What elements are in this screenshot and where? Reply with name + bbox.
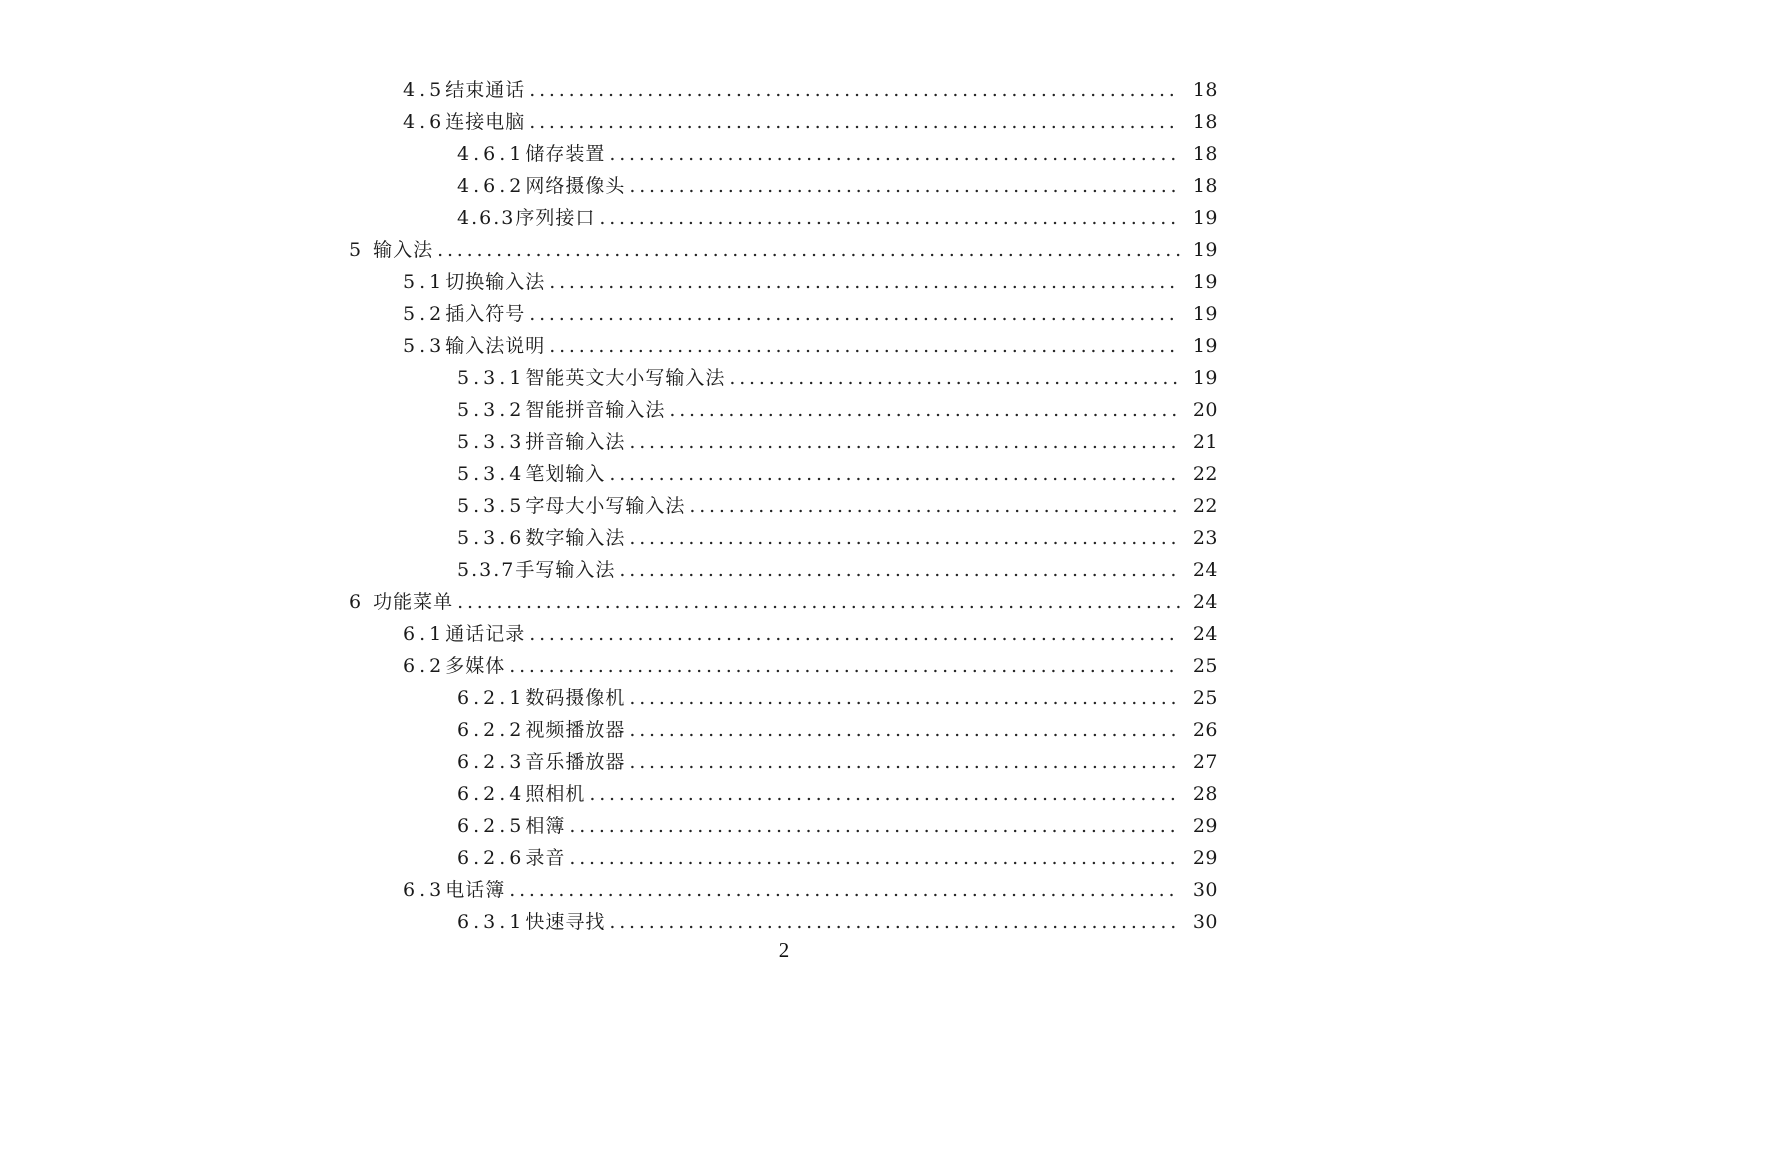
toc-entry-5-2[interactable] [0,298,1568,330]
toc-entry-number: 5 [349,239,366,261]
toc-dot-leader [569,842,1180,874]
toc-entry-6-2-5[interactable] [0,810,1568,842]
toc-entry-number: 6.2 [403,655,446,677]
toc-dot-leader [457,586,1180,618]
toc-entry-page: 25 [1192,655,1218,677]
toc-entry-6-3[interactable] [0,874,1568,906]
toc-dot-leader [549,266,1180,298]
toc-entry-page: 30 [1192,911,1218,933]
toc-entry-page: 24 [1192,623,1218,645]
toc-dot-leader [509,650,1180,682]
toc-entry-page: 20 [1192,399,1218,421]
toc-entry-6-2[interactable] [0,650,1568,682]
toc-entry-page: 21 [1192,431,1218,453]
toc-entry-page: 22 [1192,463,1218,485]
toc-entry-number: 6.2.6 [457,847,526,869]
toc-entry-page: 22 [1192,495,1218,517]
toc-entry-4-5[interactable] [0,74,1568,106]
toc-entry-number: 6 [349,591,366,613]
toc-entry-4-6[interactable] [0,106,1568,138]
toc-entry-page: 18 [1192,79,1218,101]
toc-entry-number: 5.3.1 [457,367,526,389]
toc-dot-leader [509,874,1180,906]
toc-dot-leader [629,746,1180,778]
toc-entry-5-3-4[interactable] [0,458,1568,490]
toc-entry-5-3-2[interactable] [0,394,1568,426]
toc-entry-page: 19 [1192,207,1218,229]
toc-dot-leader [609,906,1180,938]
toc-entry-title: 数字输入法 [525,527,626,549]
toc-dot-leader [669,394,1180,426]
toc-entry-title: 电话簿 [445,879,506,901]
toc-dot-leader [599,202,1180,234]
toc-entry-title: 拼音输入法 [525,431,626,453]
toc-entry-number: 6.1 [403,623,446,645]
toc-entry-6-1[interactable] [0,618,1568,650]
toc-entry-5-3-3[interactable] [0,426,1568,458]
toc-entry-page: 27 [1192,751,1218,773]
toc-entry-5-3-5[interactable] [0,490,1568,522]
toc-entry-number: 5.2 [403,303,446,325]
toc-entry-number: 5.3.4 [457,463,526,485]
toc-entry-title: 输入法说明 [445,335,546,357]
toc-entry-number: 6.3.1 [457,911,526,933]
toc-dot-leader [629,522,1180,554]
toc-dot-leader [609,458,1180,490]
toc-entry-page: 19 [1192,367,1218,389]
toc-entry-title: 序列接口 [515,207,596,229]
toc-entry-number: 4.5 [403,79,446,101]
toc-entry-5-1[interactable] [0,266,1568,298]
toc-entry-page: 19 [1192,303,1218,325]
toc-entry-page: 28 [1192,783,1218,805]
toc-entry-number: 4.6 [403,111,446,133]
toc-entry-number: 5.3.5 [457,495,526,517]
toc-entry-page: 18 [1192,175,1218,197]
toc-dot-leader [529,618,1180,650]
toc-entry-title: 结束通话 [445,79,526,101]
toc-entry-number: 5.3.2 [457,399,526,421]
toc-dot-leader [589,778,1180,810]
toc-entry-page: 19 [1192,271,1218,293]
toc-dot-leader [629,426,1180,458]
toc-entry-number: 6.2.2 [457,719,526,741]
toc-entry-number: 6.2.3 [457,751,526,773]
toc-entry-title: 智能拼音输入法 [525,399,666,421]
toc-dot-leader [689,490,1180,522]
toc-entry-page: 29 [1192,815,1218,837]
toc-entry-page: 18 [1192,111,1218,133]
toc-entry-5[interactable] [0,234,1568,266]
toc-entry-title: 多媒体 [445,655,506,677]
toc-dot-leader [629,714,1180,746]
toc-dot-leader [529,74,1180,106]
toc-entry-page: 30 [1192,879,1218,901]
toc-dot-leader [629,682,1180,714]
toc-entry-page: 18 [1192,143,1218,165]
table-of-contents [0,74,1568,938]
toc-entry-title: 手写输入法 [515,559,616,581]
toc-entry-6[interactable] [0,586,1568,618]
toc-entry-title: 字母大小写输入法 [525,495,686,517]
toc-entry-title: 数码摄像机 [525,687,626,709]
toc-dot-leader [609,138,1180,170]
toc-entry-title: 音乐播放器 [525,751,626,773]
toc-entry-number: 6.2.4 [457,783,526,805]
toc-entry-page: 24 [1192,591,1218,613]
toc-entry-number: 5.3.3 [457,431,526,453]
toc-entry-page: 19 [1192,239,1218,261]
toc-entry-title: 网络摄像头 [525,175,626,197]
toc-entry-6-2-3[interactable] [0,746,1568,778]
toc-entry-6-2-1[interactable] [0,682,1568,714]
toc-dot-leader [529,106,1180,138]
toc-entry-number: 5.3.7 [457,559,516,581]
toc-entry-6-2-6[interactable] [0,842,1568,874]
toc-entry-number: 4.6.1 [457,143,526,165]
toc-entry-number: 6.2.5 [457,815,526,837]
toc-entry-page: 26 [1192,719,1218,741]
toc-entry-number: 5.1 [403,271,446,293]
toc-entry-6-2-4[interactable] [0,778,1568,810]
toc-entry-title: 相簿 [525,815,566,837]
toc-entry-title: 连接电脑 [445,111,526,133]
toc-entry-title: 功能菜单 [373,591,454,613]
toc-entry-number: 5.3.6 [457,527,526,549]
toc-entry-5-3-7[interactable] [0,554,1568,586]
toc-entry-title: 插入符号 [445,303,526,325]
toc-entry-number: 5.3 [403,335,446,357]
toc-entry-6-2-2[interactable] [0,714,1568,746]
toc-dot-leader [729,362,1180,394]
toc-entry-title: 输入法 [373,239,434,261]
toc-entry-6-3-1[interactable] [0,906,1568,938]
toc-dot-leader [437,234,1180,266]
toc-entry-page: 23 [1192,527,1218,549]
toc-entry-title: 通话记录 [445,623,526,645]
toc-dot-leader [529,298,1180,330]
toc-dot-leader [549,330,1180,362]
toc-entry-title: 照相机 [525,783,586,805]
toc-entry-title: 储存装置 [525,143,606,165]
toc-entry-4-6-1[interactable] [0,138,1568,170]
toc-entry-title: 智能英文大小写输入法 [525,367,726,389]
toc-entry-4-6-2[interactable] [0,170,1568,202]
toc-entry-page: 25 [1192,687,1218,709]
toc-dot-leader [619,554,1180,586]
toc-entry-number: 4.6.3 [457,207,516,229]
toc-entry-title: 视频播放器 [525,719,626,741]
page-number: 2 [778,938,790,962]
toc-entry-number: 4.6.2 [457,175,526,197]
toc-entry-title: 切换输入法 [445,271,546,293]
toc-entry-5-3[interactable] [0,330,1568,362]
toc-entry-5-3-1[interactable] [0,362,1568,394]
toc-entry-title: 录音 [525,847,566,869]
toc-entry-page: 24 [1192,559,1218,581]
toc-entry-number: 6.3 [403,879,446,901]
toc-entry-4-6-3[interactable] [0,202,1568,234]
toc-entry-5-3-6[interactable] [0,522,1568,554]
toc-entry-title: 笔划输入 [525,463,606,485]
toc-entry-number: 6.2.1 [457,687,526,709]
toc-dot-leader [629,170,1180,202]
toc-entry-title: 快速寻找 [525,911,606,933]
toc-entry-page: 19 [1192,335,1218,357]
toc-entry-page: 29 [1192,847,1218,869]
toc-dot-leader [569,810,1180,842]
